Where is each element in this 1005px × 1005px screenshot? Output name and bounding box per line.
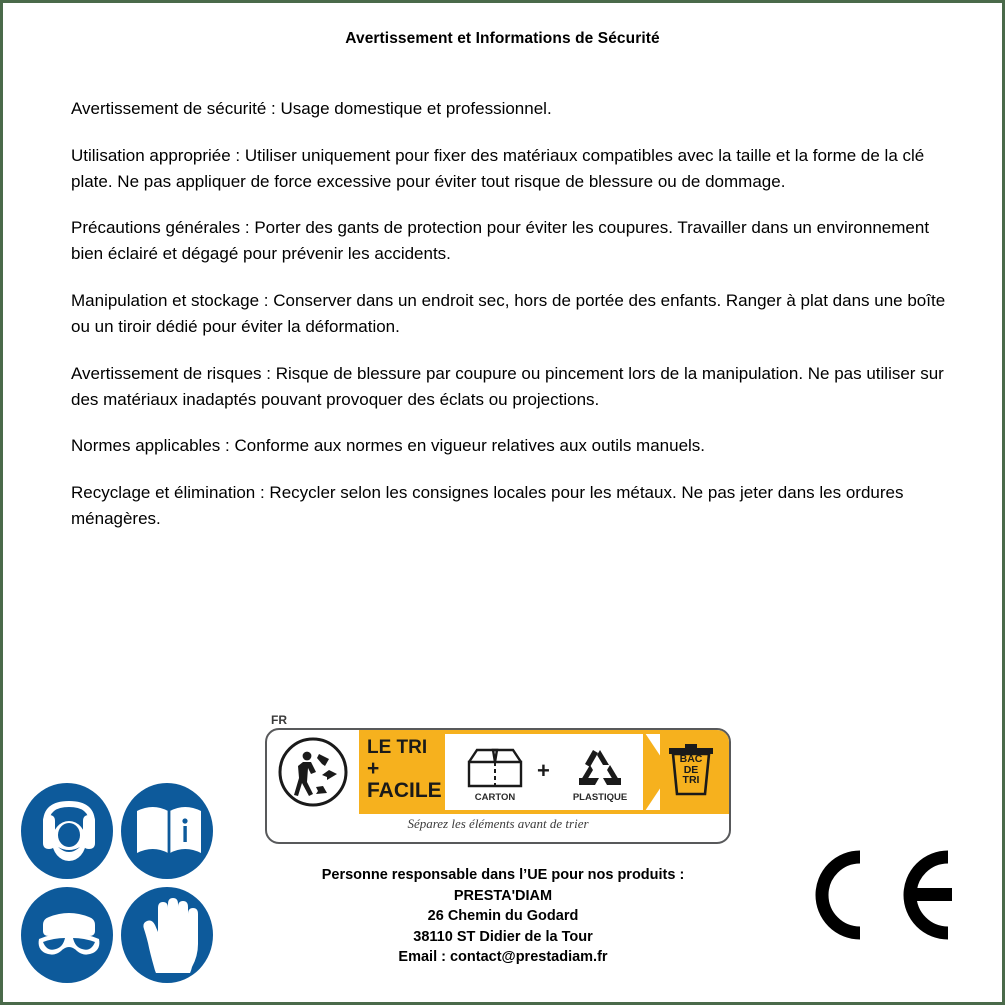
tri-slogan [367,738,443,802]
triman-icon [267,730,359,814]
company-street: 26 Chemin du Godard [427,908,579,925]
read-manual-icon [121,783,213,879]
hand-protection-icon [121,887,213,983]
ear-protection-icon [21,783,113,879]
carton-label: CARTON [474,792,516,803]
responsible-heading-suffix: pour nos produits : [547,867,685,883]
paragraph: Avertissement de risques : Risque de blessure par coupure ou pincement lors de la manipulation. Ne pas utiliser sur des matériaux inadaptés pouvant provoquer des éclats ou projections. [71,363,949,409]
tri-slogan-line2: + FACILE [367,756,442,802]
tri-card [265,728,731,844]
ce-mark-icon [798,843,958,953]
bin-label-line1: BAC [679,753,703,765]
paragraph: Avertissement de sécurité : Usage domestique et professionnel. [71,99,552,118]
paragraph: Manipulation et stockage : Conserver dans un endroit sec, hors de portée des enfants. Ranger à plat dans une boîte ou un tiroir dédié pour éviter la déformation. [71,291,950,336]
paragraph: Précautions générales : Porter des gants de protection pour éviter les coupures. Travailler dans un environnement bien éclairé et dégagé pour prévenir les accidents. [71,218,934,264]
company-city: 38110 ST Didier de la Tour [413,928,593,945]
plus-sign: + [537,758,550,783]
plastic-label: PLASTIQUE [572,792,628,803]
paragraph: Utilisation appropriée : Utiliser uniquement pour fixer des matériaux compatibles avec la taille et la forme de la clé plate. Ne pas appliquer de force excessive pour éviter tout risque de blessure ou de dommage. [71,145,929,191]
responsible-heading-prefix: Personne responsable dans l’ [321,867,528,883]
company-email: Email : contact@prestadiam.fr [398,949,608,966]
pictogram-group [21,783,221,991]
carton-box-icon [459,744,531,792]
paragraph: Recyclage et élimination : Recycler selon les consignes locales pour les métaux. Ne pas jeter dans les ordures ménagères. [71,483,909,529]
language-tag: FR [271,713,287,727]
tri-slogan-line1: LE TRI [367,737,428,758]
company-name: PRESTA'DIAM [453,887,553,904]
footer-area [3,693,1002,1005]
safety-text-body [3,96,1002,532]
bin-label-line2: DE [683,763,699,776]
eye-protection-icon [21,887,113,983]
responsible-heading [233,865,773,886]
responsible-person-block [233,865,773,968]
page-title: Avertissement et Informations de Sécurité [345,30,660,47]
bin-label-line3: TRI [682,774,700,787]
tri-caption: Séparez les éléments avant de trier [407,816,589,831]
bin-label [665,754,717,786]
recycling-label [265,713,735,844]
plastic-recycle-icon [567,744,633,792]
responsible-heading-ue: UE [527,867,548,883]
paragraph: Normes applicables : Conforme aux normes en vigueur relatives aux outils manuels. [71,436,706,456]
